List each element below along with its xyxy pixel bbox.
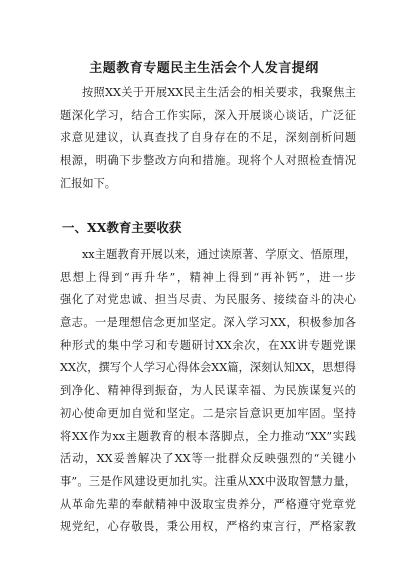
paragraph-line: 按照XX关于开展XX民主生活会的相关要求，我聚焦主 bbox=[82, 86, 356, 99]
paragraph-line: 求意见建议，认真查找了自身存在的不足，深刻剖析问题 bbox=[60, 131, 356, 145]
paragraph-line: 思想上得到“再升华”，精神上得到“再补钙”，进一步 bbox=[60, 270, 356, 284]
section-heading: 一、XX教育主要收获 bbox=[62, 220, 182, 235]
paragraph-line: 从革命先辈的奉献精神中汲取宝贵养分，严格遵守党章党 bbox=[60, 497, 356, 511]
paragraph-line: 种形式的集中学习和专题研讨XX余次，在XX讲专题党课 bbox=[60, 338, 356, 352]
paragraph-line: XX次，撰写个人学习心得体会XX篇，深刻认知XX，思想得 bbox=[60, 361, 356, 375]
paragraph-line: 强化了对党忠诚、担当尽责、为民服务、接续奋斗的决心 bbox=[60, 293, 356, 307]
body-paragraph bbox=[60, 244, 356, 539]
paragraph-line: 题深化学习，结合工作实际，深入开展谈心谈话，广泛征 bbox=[60, 108, 356, 122]
paragraph-line: 汇报如下。 bbox=[60, 176, 116, 190]
document-title: 主题教育专题民主生活会个人发言提纲 bbox=[89, 61, 319, 76]
intro-paragraph bbox=[60, 82, 356, 195]
paragraph-line: 规党纪，心存敬畏，秉公用权，严格约束言行，严格家教 bbox=[60, 520, 356, 534]
paragraph-line: 事”。三是作风建设更加扎实。注重从XX中汲取智慧力量， bbox=[60, 474, 356, 488]
paragraph-line: 初心使命更加自觉和坚定。二是宗旨意识更加牢固。坚持 bbox=[60, 406, 356, 420]
paragraph-line: 根源，明确下步整改方向和措施。现将个人对照检查情况 bbox=[60, 154, 356, 168]
paragraph-line: 活动，XX妥善解决了XX等一批群众反映强烈的“关键小 bbox=[60, 452, 356, 466]
paragraph-line: 将XX作为xx主题教育的根本落脚点，全力推动“XX”实践 bbox=[60, 429, 356, 443]
paragraph-line: 到净化、精神得到振奋，为人民谋幸福、为民族谋复兴的 bbox=[60, 384, 356, 398]
paragraph-line: 意志。一是理想信念更加坚定。深入学习XX，积极参加各 bbox=[60, 316, 356, 330]
paragraph-line: xx主题教育开展以来，通过读原著、学原文、悟原理， bbox=[82, 248, 356, 261]
